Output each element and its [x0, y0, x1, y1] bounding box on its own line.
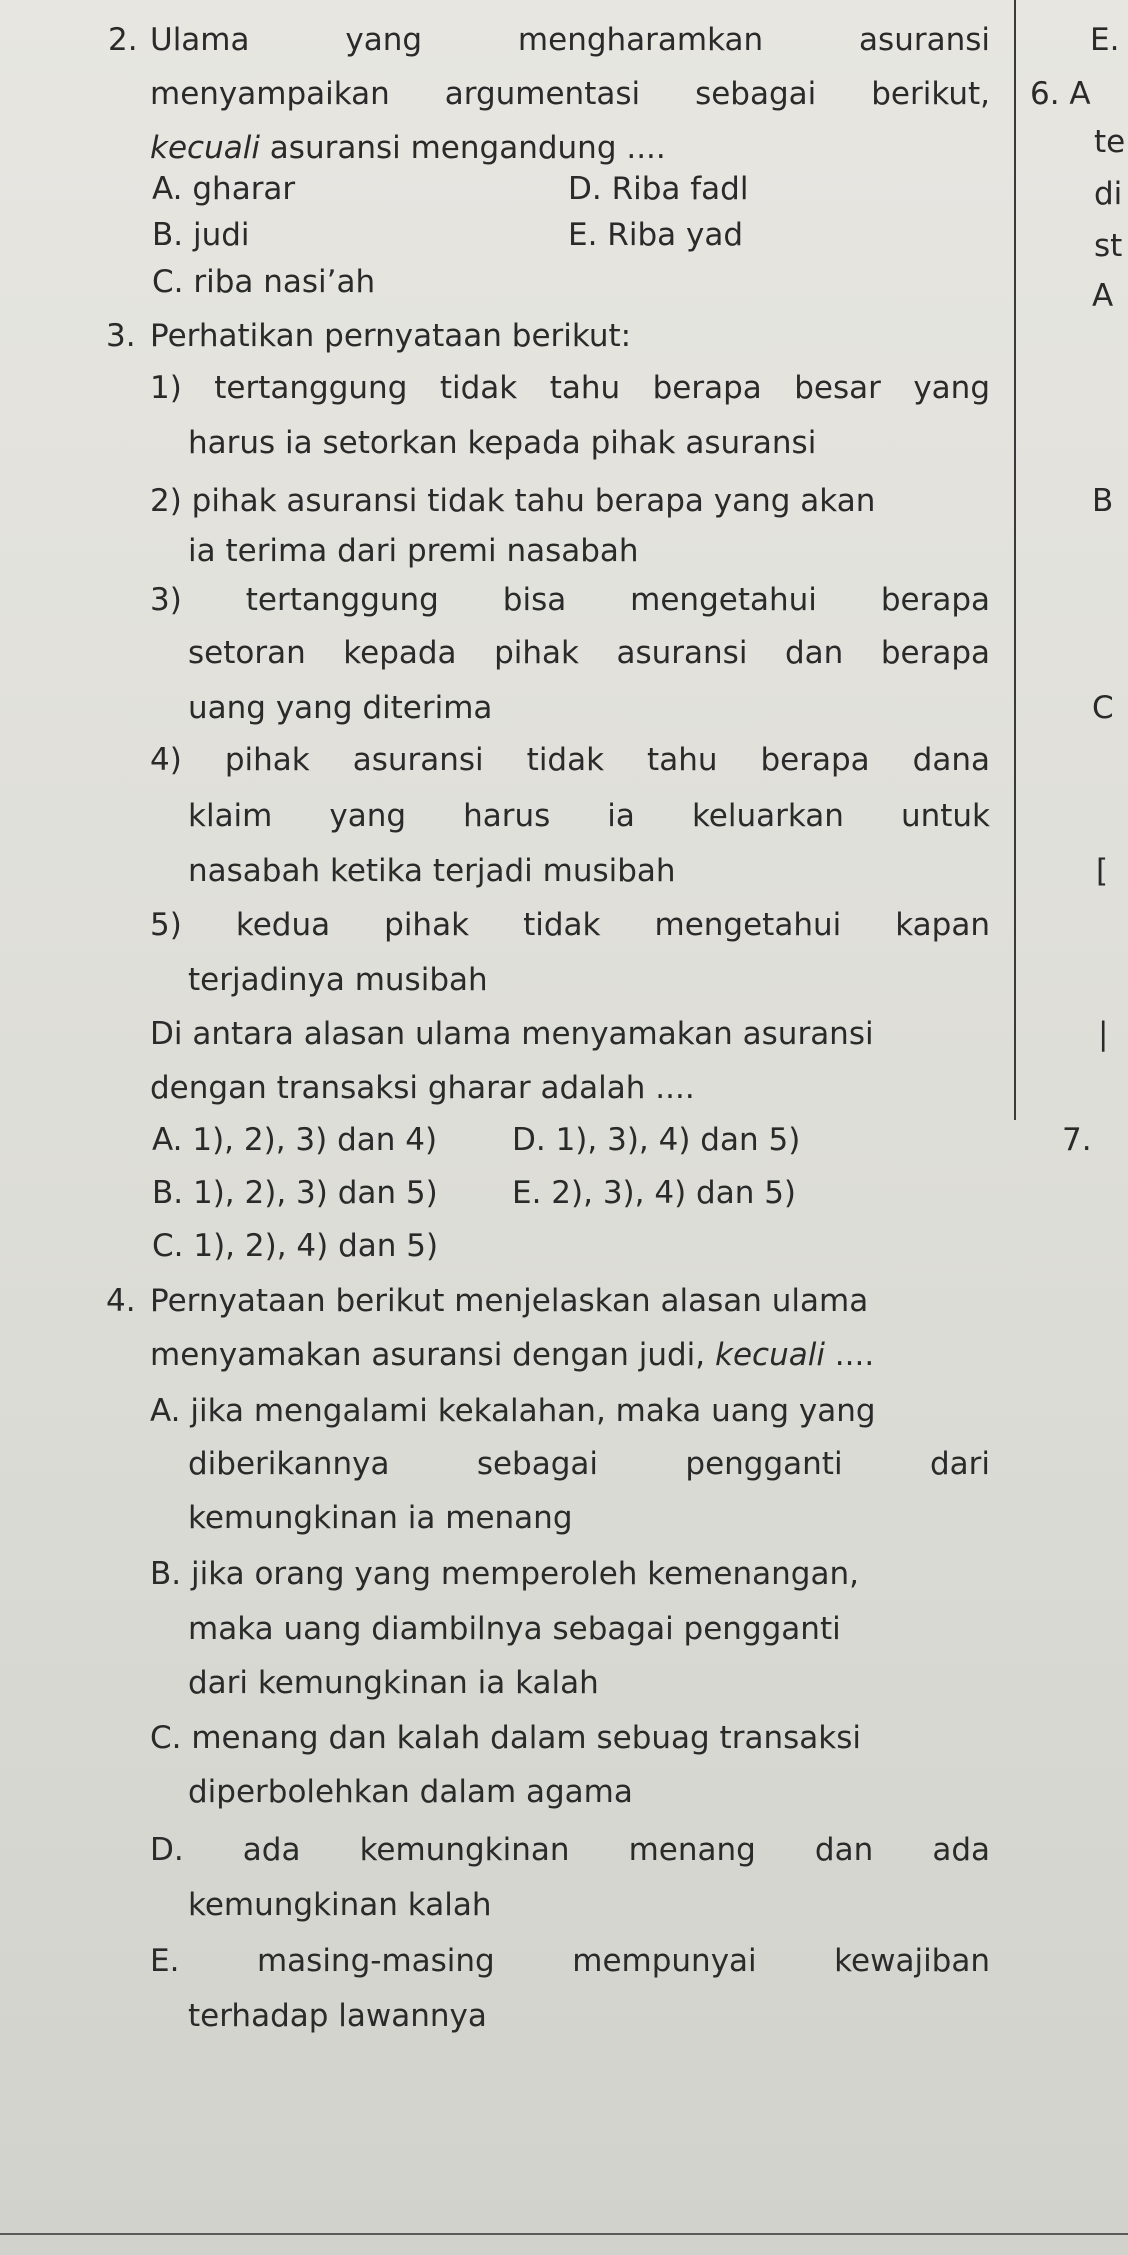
q4-option-a-line2: diberikannya sebagai pengganti dari	[188, 1446, 990, 1482]
q4-option-d-line1[interactable]: D. ada kemungkinan menang dan ada	[150, 1832, 990, 1868]
q4-text-line2-end: ....	[824, 1337, 875, 1373]
q3-statement-4-line2: klaim yang harus ia keluarkan untuk	[188, 798, 990, 834]
q3-statement-1-line2: harus ia setorkan kepada pihak asuransi	[188, 425, 817, 461]
q3-statement-4-line1: 4) pihak asuransi tidak tahu berapa dana	[150, 742, 990, 778]
q2-option-e[interactable]: E. Riba yad	[568, 217, 743, 253]
q3-question-line1: Di antara alasan ulama menyamakan asuransi	[150, 1016, 874, 1052]
q3-statement-5-line2: terjadinya musibah	[188, 962, 488, 998]
right-fragment-bar: |	[1098, 1016, 1109, 1052]
q2-text-line2: menyampaikan argumentasi sebagai berikut,	[150, 76, 990, 112]
right-question-6: 6. A	[1030, 76, 1091, 112]
q3-statement-4-line3: nasabah ketika terjadi musibah	[188, 853, 676, 889]
q4-option-a-line1[interactable]: A. jika mengalami kekalahan, maka uang yang	[150, 1393, 876, 1429]
q4-text-line2	[150, 1337, 874, 1373]
q2-text-line3-rest: asuransi mengandung ....	[259, 130, 666, 166]
q2-number: 2.	[108, 22, 138, 58]
q3-option-d[interactable]: D. 1), 3), 4) dan 5)	[512, 1122, 801, 1158]
q4-text-line1: Pernyataan berikut menjelaskan alasan ulama	[150, 1283, 869, 1319]
column-divider	[1014, 0, 1016, 1120]
q3-statement-3-line2: setoran kepada pihak asuransi dan berapa	[188, 635, 990, 671]
q3-intro: Perhatikan pernyataan berikut:	[150, 318, 632, 354]
q4-option-d-line2: kemungkinan kalah	[188, 1887, 492, 1923]
right-fragment-a: A	[1092, 278, 1114, 314]
q3-number: 3.	[106, 318, 136, 354]
right-fragment-di: di	[1094, 176, 1123, 212]
right-fragment-te: te	[1094, 124, 1126, 160]
right-fragment-bracket: [	[1096, 853, 1109, 889]
q3-statement-1-line1: 1) tertanggung tidak tahu berapa besar yang	[150, 370, 990, 406]
q3-statement-3-line1: 3) tertanggung bisa mengetahui berapa	[150, 582, 990, 618]
q4-option-b-line1[interactable]: B. jika orang yang memperoleh kemenangan,	[150, 1556, 859, 1592]
right-question-7: 7.	[1062, 1122, 1092, 1158]
q2-option-c[interactable]: C. riba nasi’ah	[152, 264, 376, 300]
q3-option-c[interactable]: C. 1), 2), 4) dan 5)	[152, 1228, 439, 1264]
q2-option-a[interactable]: A. gharar	[152, 171, 296, 207]
q2-text-line3	[150, 130, 666, 166]
q4-option-e-line2: terhadap lawannya	[188, 1998, 487, 2034]
q4-option-c-line2: diperbolehkan dalam agama	[188, 1774, 633, 1810]
q4-option-c-line1[interactable]: C. menang dan kalah dalam sebuag transaksi	[150, 1720, 861, 1756]
q3-statement-2-line1: 2) pihak asuransi tidak tahu berapa yang akan	[150, 483, 876, 519]
q4-option-b-line3: dari kemungkinan ia kalah	[188, 1665, 599, 1701]
right-fragment-st: st	[1094, 228, 1123, 264]
q3-statement-2-line2: ia terima dari premi nasabah	[188, 533, 639, 569]
q3-option-e[interactable]: E. 2), 3), 4) dan 5)	[512, 1175, 797, 1211]
q4-option-b-line2: maka uang diambilnya sebagai pengganti	[188, 1611, 841, 1647]
q4-text-line2-start: menyamakan asuransi dengan judi,	[150, 1337, 715, 1373]
q3-statement-5-line1: 5) kedua pihak tidak mengetahui kapan	[150, 907, 990, 943]
q3-option-a[interactable]: A. 1), 2), 3) dan 4)	[152, 1122, 438, 1158]
q4-option-e-line1[interactable]: E. masing-masing mempunyai kewajiban	[150, 1943, 990, 1979]
bottom-rule	[0, 2233, 1128, 2235]
right-fragment-b: B	[1092, 483, 1114, 519]
right-fragment-c: C	[1092, 690, 1114, 726]
q3-question-line2: dengan transaksi gharar adalah ....	[150, 1070, 695, 1106]
q2-kecuali: kecuali	[150, 130, 260, 166]
q4-option-a-line3: kemungkinan ia menang	[188, 1500, 573, 1536]
q2-text-line1: Ulama yang mengharamkan asuransi	[150, 22, 990, 58]
q2-option-b[interactable]: B. judi	[152, 217, 250, 253]
q4-number: 4.	[106, 1283, 136, 1319]
q3-option-b[interactable]: B. 1), 2), 3) dan 5)	[152, 1175, 438, 1211]
q4-kecuali: kecuali	[715, 1337, 825, 1373]
right-option-e: E.	[1090, 22, 1120, 58]
q2-option-d[interactable]: D. Riba fadl	[568, 171, 749, 207]
q3-statement-3-line3: uang yang diterima	[188, 690, 493, 726]
